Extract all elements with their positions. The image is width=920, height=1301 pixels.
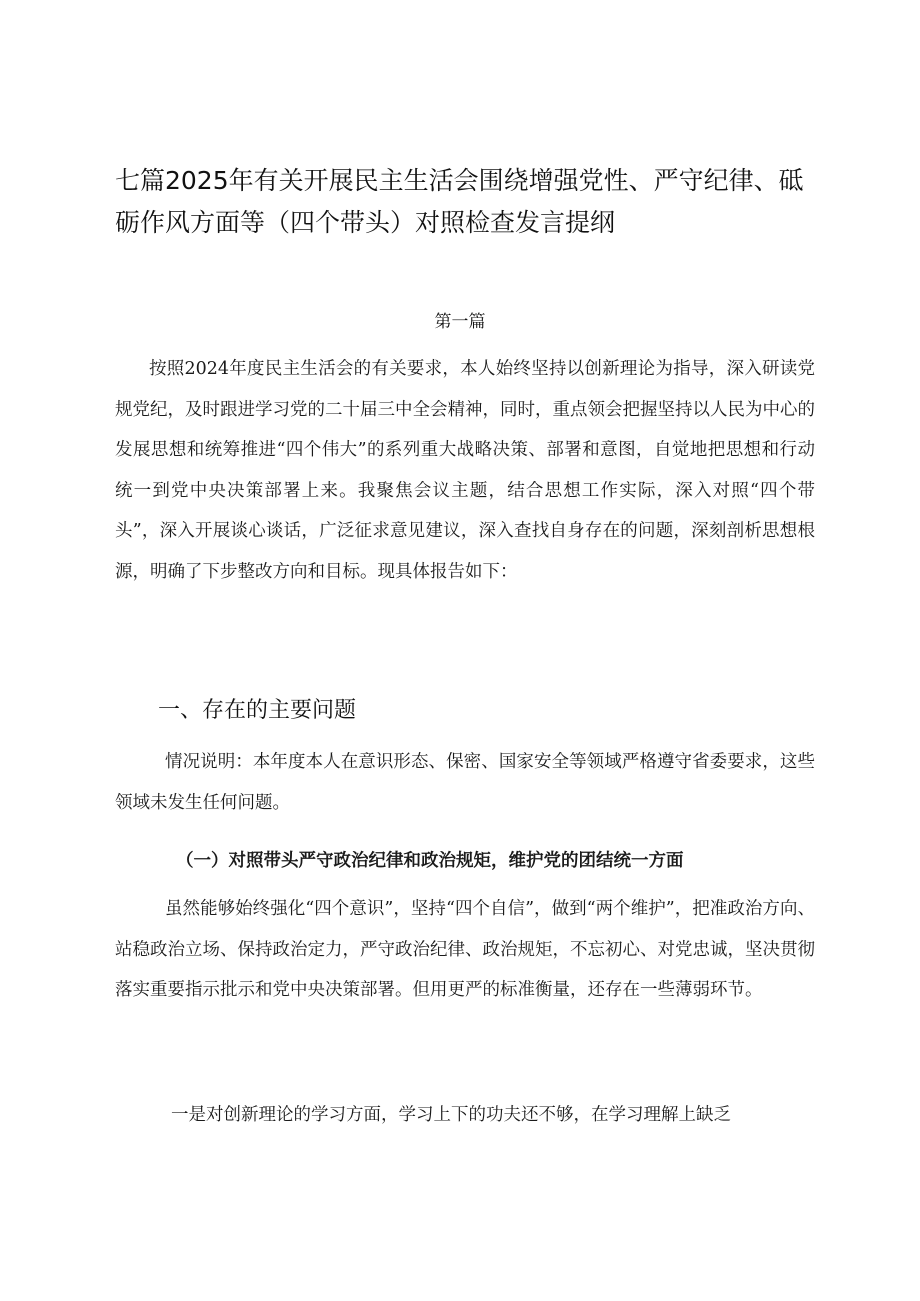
section-heading-main-problems: 一、存在的主要问题 <box>158 698 357 723</box>
document-title: 七篇2025年有关开展民主生活会围绕增强党性、严守纪律、砥砺作风方面等（四个带头）对照检查发言提纲 <box>115 166 804 237</box>
part-label: 第一篇 <box>434 312 486 332</box>
intro-paragraph: 按照2024年度民主生活会的有关要求，本人始终坚持以创新理论为指导，深入研读党规党纪，及时跟进学习党的二十届三中全会精神，同时，重点领会把握坚持以人民为中心的发展思想和统筹推进“四个伟大”的系列重大战略决策、部署和意图，自觉地把思想和行动统一到党中央决策部署上来。我聚焦会议主题，结合思想工作实际，深入对照“四个带头”，深入开展谈心谈话，广泛征求意见建议，深入查找自身存在的问题，深刻剖析思想根源，明确了下步整改方向和目标。现具体报告如下： <box>115 359 815 582</box>
body-paragraph: 虽然能够始终强化“四个意识”，坚持“四个自信”，做到“两个维护”，把准政治方向、站稳政治立场、保持政治定力，严守政治纪律、政治规矩，不忘初心、对党忠诚，坚决贯彻落实重要指示批示和党中央决策部署。但用更严的标准衡量，还存在一些薄弱环节。 <box>115 899 815 1001</box>
subsection-heading-political-discipline: （一）对照带头严守政治纪律和政治规矩，维护党的团结统一方面 <box>176 851 684 871</box>
body-paragraph-continued: 一是对创新理论的学习方面，学习上下的功夫还不够，在学习理解上缺乏 <box>171 1105 731 1125</box>
situation-note-paragraph: 情况说明：本年度本人在意识形态、保密、国家安全等领域严格遵守省委要求，这些领域未发生任何问题。 <box>115 752 815 813</box>
